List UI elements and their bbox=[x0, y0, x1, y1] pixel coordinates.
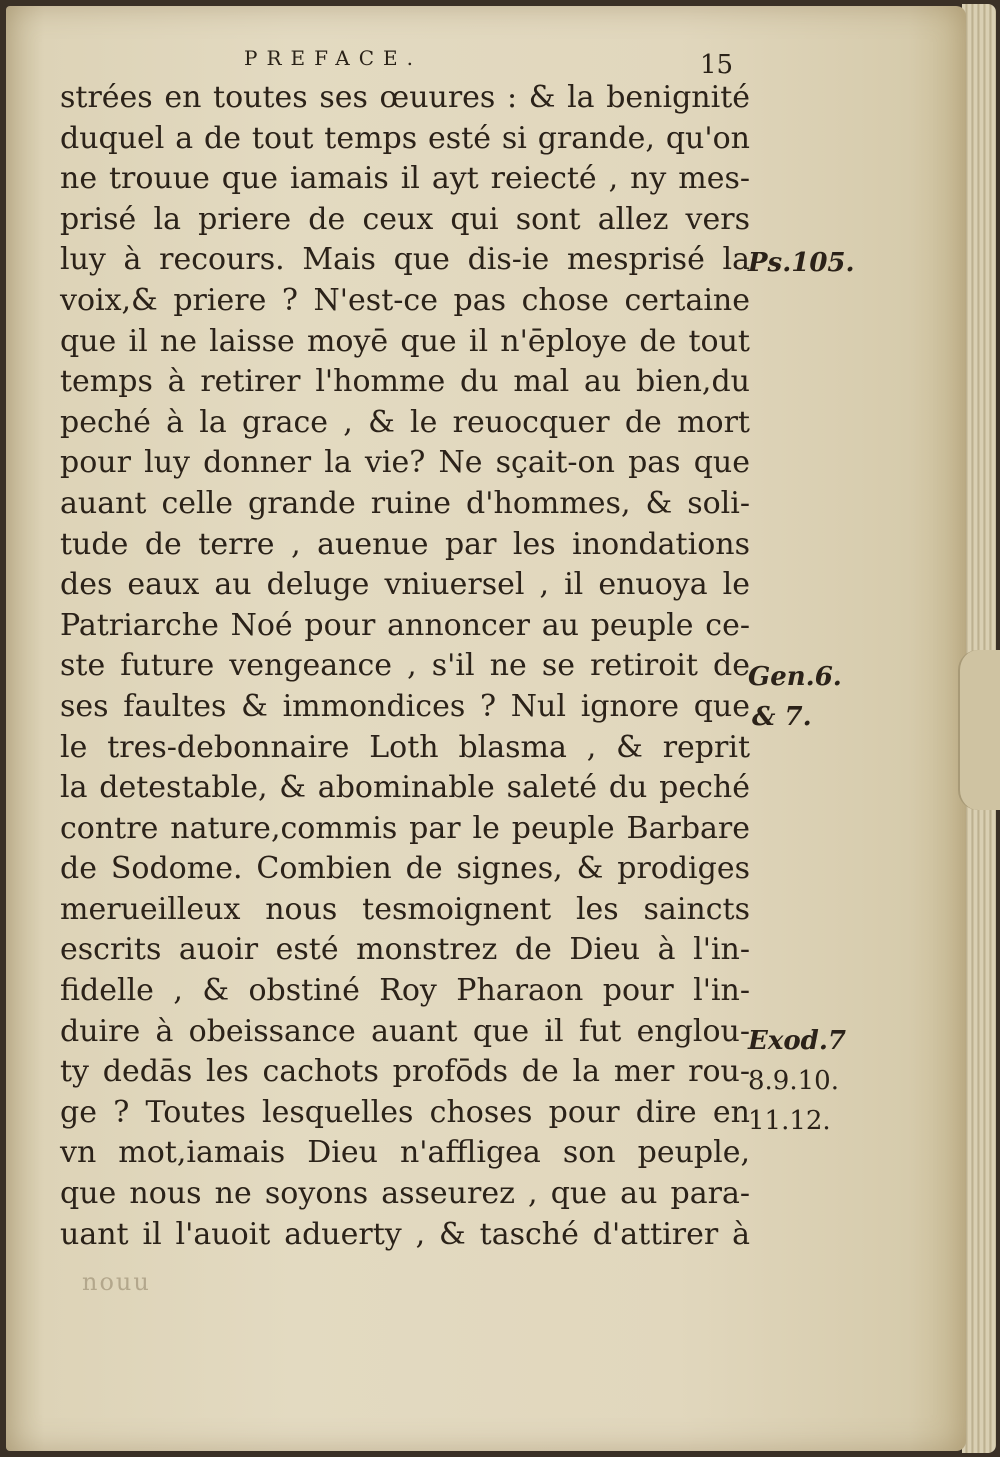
text-line: la detestable, & abominable saleté du peché bbox=[60, 770, 750, 806]
text-line: ne trouue que iamais il ayt reiecté , ny mes- bbox=[60, 161, 750, 197]
text-line: des eaux au deluge vniuersel , il enuoya le bbox=[60, 567, 750, 603]
text-line: temps à retirer l'homme du mal au bien,du bbox=[60, 364, 750, 400]
text-line: ge ? Toutes lesquelles choses pour dire en bbox=[60, 1094, 750, 1130]
text-line: Patriarche Noé pour annoncer au peuple ce- bbox=[60, 607, 750, 643]
page-number: 15 bbox=[700, 50, 734, 80]
text-line: ty dedās les cachots profōds de la mer rou- bbox=[60, 1054, 750, 1090]
text-line: luy à recours. Mais que dis-ie mesprisé la bbox=[60, 242, 750, 278]
text-line: peché à la grace , & le reuocquer de mort bbox=[60, 404, 750, 440]
margin-note-exodus-cont: 8.9.10. bbox=[748, 1066, 839, 1096]
text-line: pour luy donner la vie? Ne sçait-on pas que bbox=[60, 445, 750, 481]
running-head: PREFACE. bbox=[244, 46, 422, 70]
text-line: fidelle , & obstiné Roy Pharaon pour l'in- bbox=[60, 973, 750, 1009]
margin-note-genesis: Gen.6. bbox=[748, 662, 842, 692]
text-line: que nous ne soyons asseurez , que au para- bbox=[60, 1176, 750, 1212]
text-line: merueilleux nous tesmoignent les saincts bbox=[60, 891, 750, 927]
text-line: strées en toutes ses œuures : & la benignité bbox=[60, 80, 750, 115]
text-line: auant celle grande ruine d'hommes, & soli- bbox=[60, 485, 750, 521]
text-line: voix,& priere ? N'est-ce pas chose certaine bbox=[60, 282, 750, 318]
show-through-text: nouu bbox=[82, 1268, 151, 1296]
text-line: vn mot,iamais Dieu n'affligea son peuple, bbox=[60, 1135, 750, 1171]
text-line: que il ne laisse moyē que il n'ēploye de tout bbox=[60, 323, 750, 359]
margin-note-exodus-cont2: 11.12. bbox=[748, 1106, 831, 1136]
text-line: escrits auoir esté monstrez de Dieu à l'in- bbox=[60, 932, 750, 968]
text-line: prisé la priere de ceux qui sont allez vers bbox=[60, 201, 750, 237]
book-clip bbox=[958, 650, 1000, 810]
text-line: de Sodome. Combien de signes, & prodiges bbox=[60, 851, 750, 887]
text-line: le tres-debonnaire Loth blasma , & reprit bbox=[60, 729, 750, 765]
margin-note-exodus: Exod.7 bbox=[748, 1026, 846, 1056]
text-line: duire à obeissance auant que il fut englou- bbox=[60, 1013, 750, 1049]
text-line: tude de terre , auenue par les inondations bbox=[60, 526, 750, 562]
margin-note-psalm: Ps.105. bbox=[748, 248, 855, 278]
text-line: ses faultes & immondices ? Nul ignore que bbox=[60, 688, 750, 724]
text-line: ste future vengeance , s'il ne se retiroit de bbox=[60, 648, 750, 684]
text-line: duquel a de tout temps esté si grande, qu'on bbox=[60, 120, 750, 156]
text-line: contre nature,commis par le peuple Barbare bbox=[60, 810, 750, 846]
body-text bbox=[60, 78, 750, 1255]
margin-note-genesis-cont: & 7. bbox=[752, 702, 812, 732]
text-line: uant il l'auoit aduerty , & tasché d'attirer à bbox=[60, 1216, 750, 1252]
